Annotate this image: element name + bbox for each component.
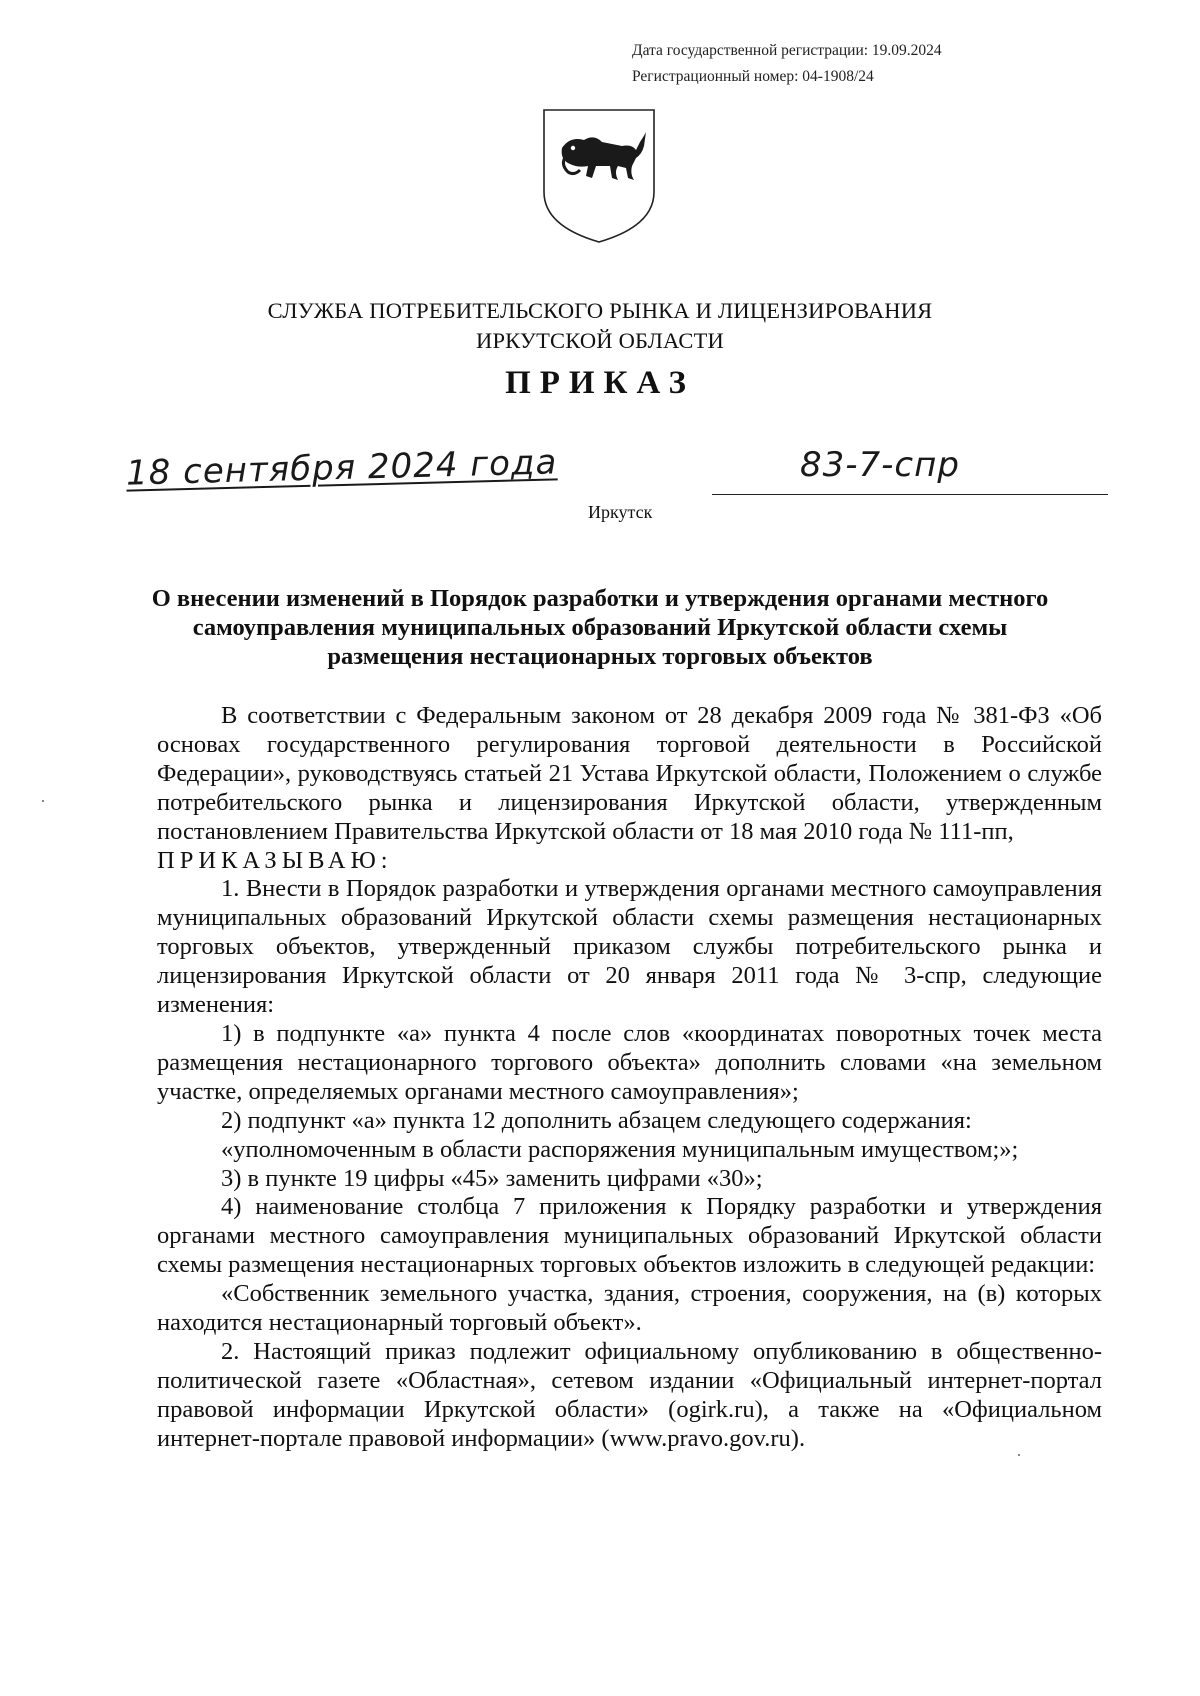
irkutsk-coat-of-arms-icon — [540, 106, 658, 246]
document-body — [157, 702, 1102, 1454]
paragraph-1-2: 2) подпункт «а» пункта 12 дополнить абзацем следующего содержания: — [221, 1106, 972, 1134]
paragraph-1-2-quote: «уполномоченным в области распоряжения муниципальным имуществом;»; — [221, 1135, 1019, 1163]
number-underline — [712, 494, 1108, 495]
city-label: Иркутск — [588, 502, 653, 522]
paragraph-1-4: 4) наименование столбца 7 приложения к Порядку разработки и утверждения органами местного самоуправления муниципальных образований Иркутской области схемы размещения нестационарных торговых объектов изложить в следующей редакции: — [157, 1193, 1102, 1279]
document-heading: О внесении изменений в Порядок разработки и утверждения органами местного самоуправления муниципальных образований Иркутской области схемы размещения нестационарных торговых объектов — [151, 585, 1049, 670]
paragraph-2: 2. Настоящий приказ подлежит официальному опубликованию в общественно-политической газете «Областная», сетевом издании «Официальный интернет-портал правовой информации Иркутской области» (ogirk.ru), а также на «Официальном интернет-портале правовой информации» (www.pravo.gov.ru). — [157, 1337, 1102, 1452]
handwritten-date: 18 сентября 2024 года — [125, 442, 558, 494]
scan-speck — [1018, 1454, 1020, 1456]
registration-date: Дата государственной регистрации: 19.09.2024 — [632, 42, 942, 59]
organization-line-1: СЛУЖБА ПОТРЕБИТЕЛЬСКОГО РЫНКА И ЛИЦЕНЗИРОВАНИЯ — [267, 298, 933, 323]
handwritten-number: 83-7-спр — [800, 445, 960, 485]
scan-speck — [42, 800, 44, 802]
paragraph-1: 1. Внести в Порядок разработки и утверждения органами местного самоуправления муниципальных образований Иркутской области схемы размещения нестационарных торговых объектов, утвержденный приказом службы потребительского рынка и лицензирования Иркутской области от 20 января 2011 года № 3-спр, следующие изменения: — [157, 875, 1102, 1019]
intro-paragraph: В соответствии с Федеральным законом от 28 декабря 2009 года № 381-ФЗ «Об основах государственного регулирования торговой деятельности в Российской Федерации», руководствуясь статьей 21 Устава Иркутской области, Положением о службе потребительского рынка и лицензирования Иркутской области, утвержденным постановлением Правительства Иркутской области от 18 мая 2010 года № 111-пп, — [157, 702, 1102, 845]
paragraph-1-4-quote: «Собственник земельного участка, здания, строения, сооружения, на (в) которых находится нестационарный торговый объект». — [157, 1280, 1102, 1337]
document-title: ПРИКАЗ — [505, 365, 695, 401]
organization-name — [0, 296, 1200, 356]
registration-block — [632, 38, 942, 90]
registration-number: Регистрационный номер: 04-1908/24 — [632, 68, 874, 85]
paragraph-1-3: 3) в пункте 19 цифры «45» заменить цифрами «30»; — [221, 1164, 763, 1192]
organization-line-2: ИРКУТСКОЙ ОБЛАСТИ — [476, 328, 724, 353]
order-word: ПРИКАЗЫВАЮ: — [157, 846, 393, 874]
paragraph-1-1: 1) в подпункте «а» пункта 4 после слов «координатах поворотных точек места размещения нестационарного торгового объекта» дополнить словами «на земельном участке, определяемых органами местного самоуправления»; — [157, 1019, 1102, 1105]
